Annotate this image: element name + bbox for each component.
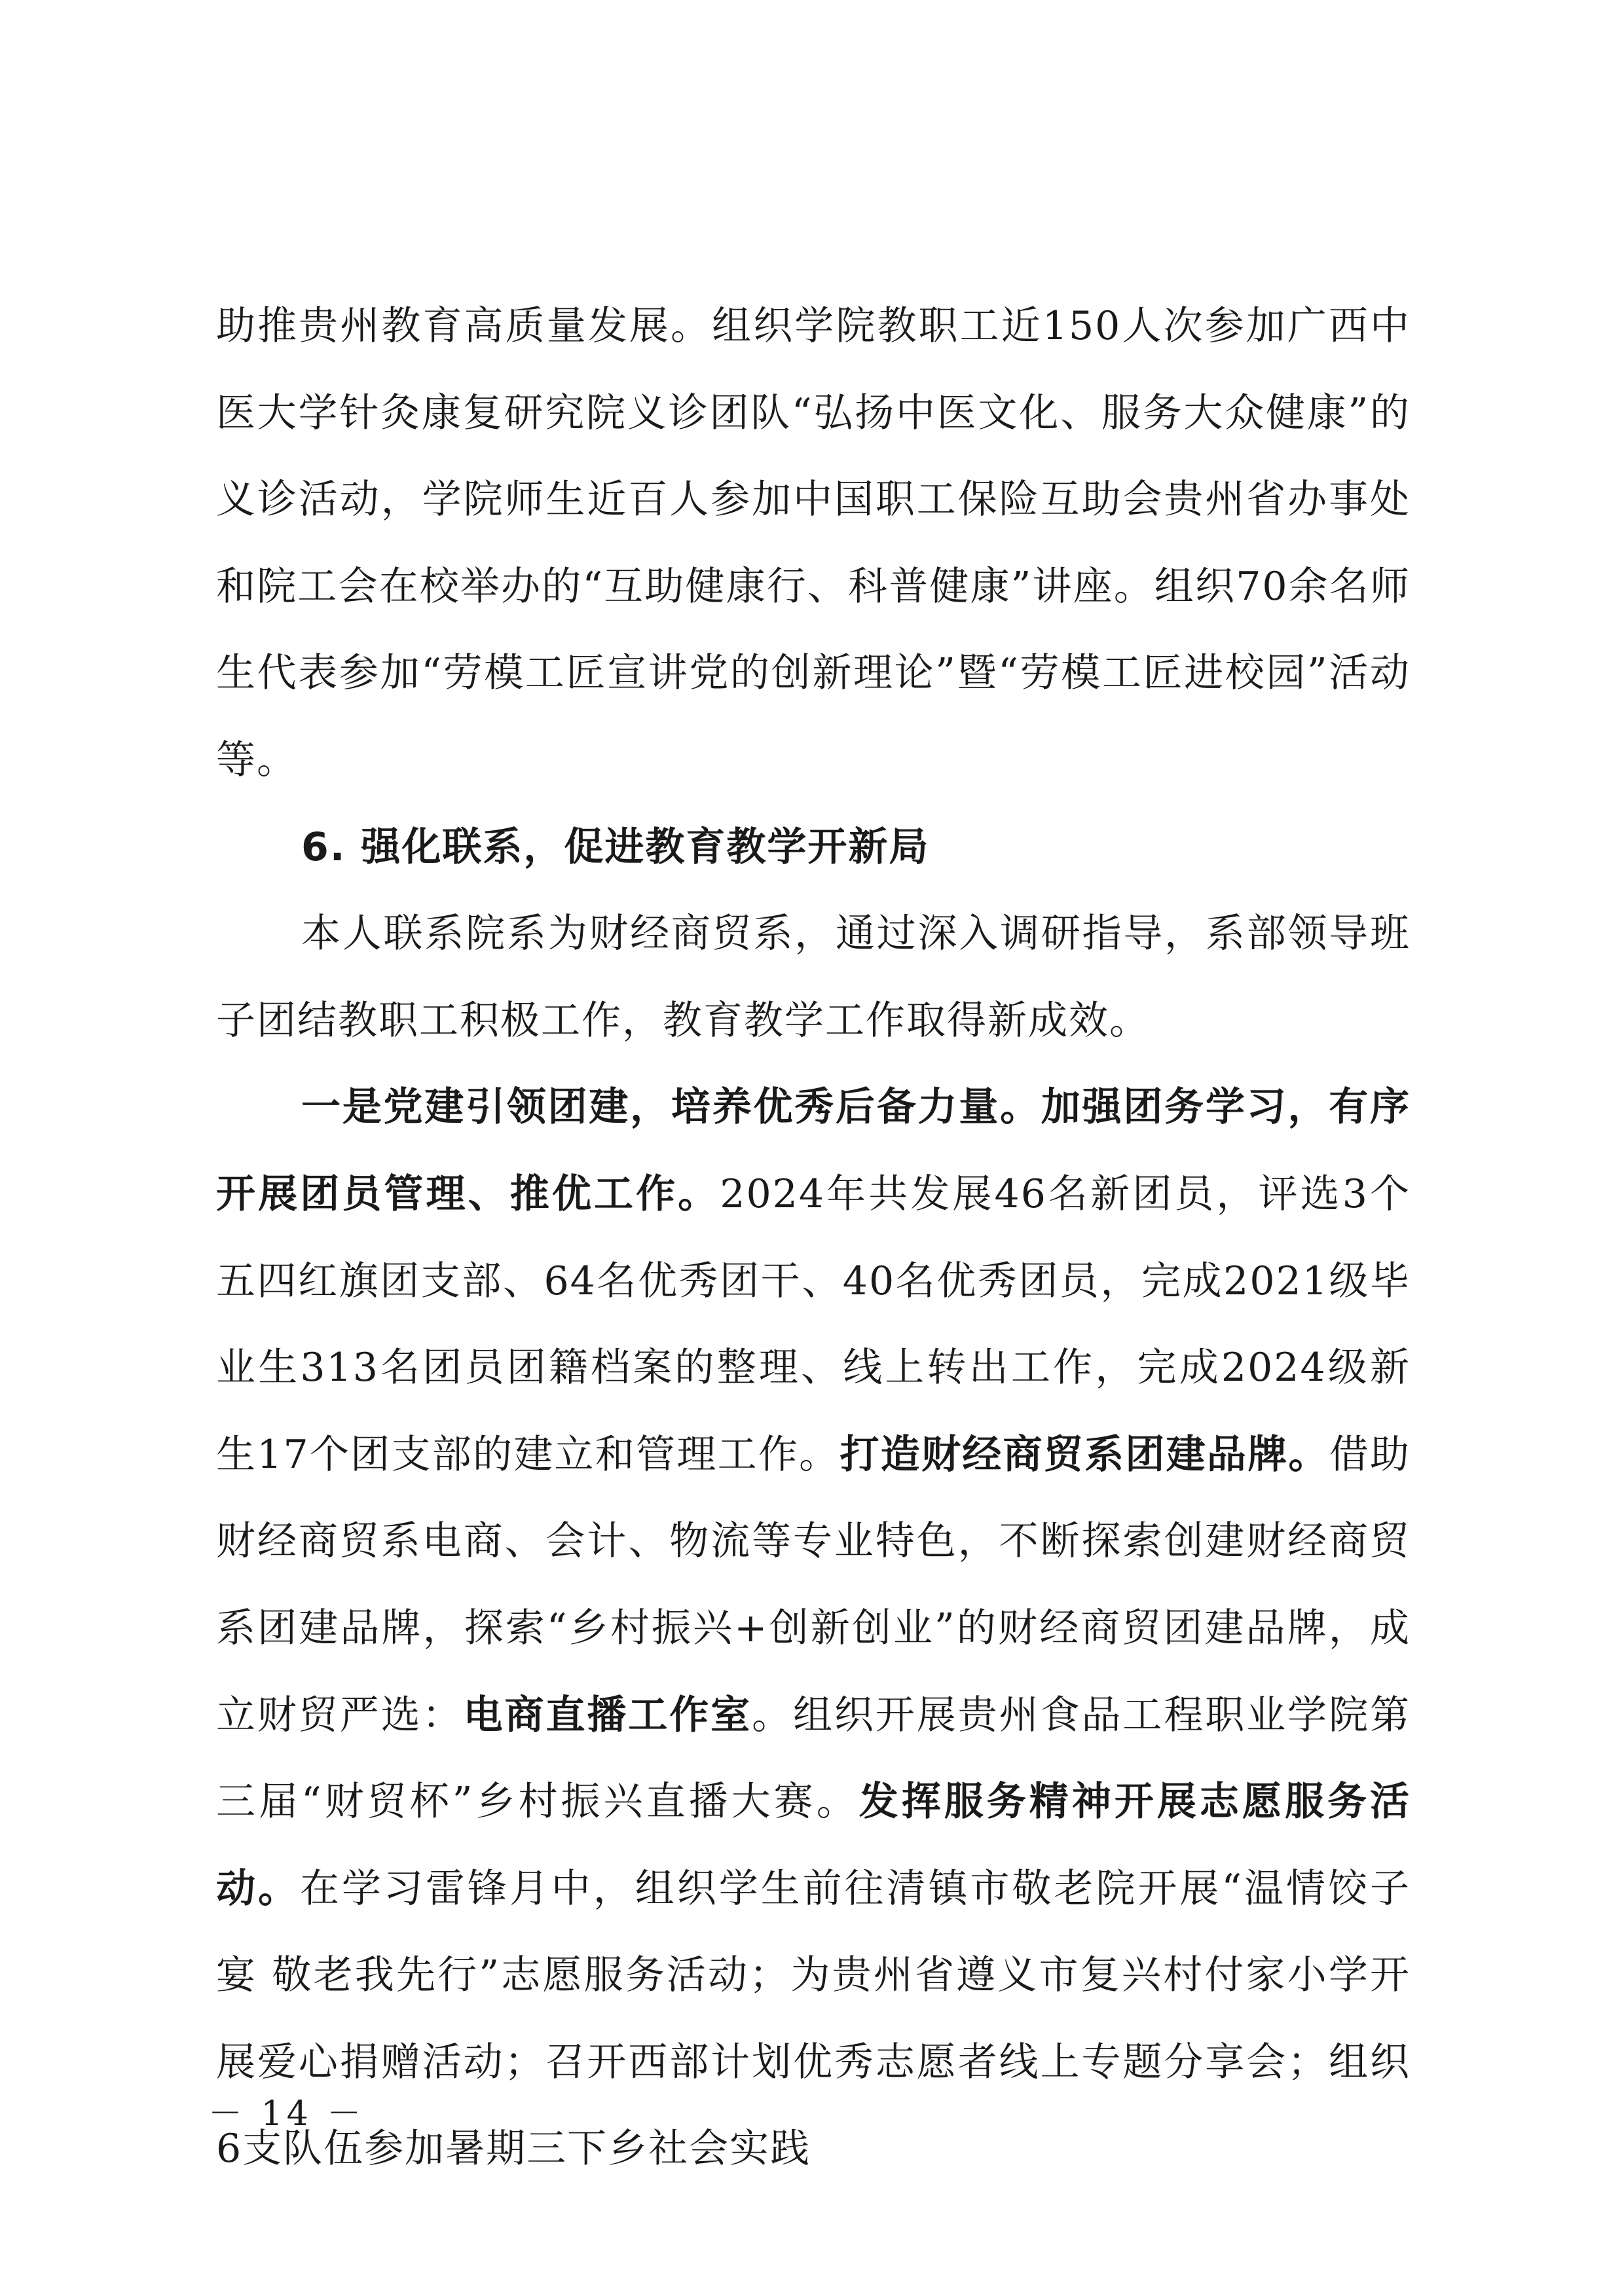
text-brand: 借助财经商贸系电商、会计、物流等专业特色，不断探索创建财经商贸系团建品牌，探索“乡村振兴+创新创业”的财经商贸团建品牌，成立财贸严选： bbox=[216, 1431, 1411, 1738]
bold-lead-brand: 打造财经商贸系团建品牌。 bbox=[840, 1431, 1329, 1478]
paragraph-continuation: 助推贵州教育高质量发展。组织学院教职工近150人次参加广西中医大学针灸康复研究院义诊团队“弘扬中医文化、服务大众健康”的义诊活动，学院师生近百人参加中国职工保险互助会贵州省办事处和院工会在校举办的“互助健康行、科普健康”讲座。组织70余名师生代表参加“劳模工匠宣讲党的创新理论”暨“劳模工匠进校园”活动等。 bbox=[216, 303, 1411, 783]
paragraph-liaison: 本人联系院系为财经商贸系，通过深入调研指导，系部领导班子团结教职工积极工作，教育教学工作取得新成效。 bbox=[216, 911, 1411, 1044]
section-heading-6: 6. 强化联系，促进教育教学开新局 bbox=[301, 824, 930, 870]
page-number: － 14 － bbox=[208, 2094, 365, 2134]
paragraph-party-building bbox=[216, 1064, 1411, 2193]
bold-lead-party-building: 一是党建引领团建，培养优秀后备力量。加强团务学习，有序开展团员管理、推优工作。 bbox=[216, 1084, 1411, 1217]
bold-lead-volunteer: 发挥服务精神开展志愿服务活动。 bbox=[216, 1779, 1411, 1912]
text-contest: 。组织开展贵州食品工程职业学院第三届“财贸杯”乡村振兴直播大赛。 bbox=[216, 1692, 1411, 1825]
body-text bbox=[216, 283, 1411, 2193]
text-league-stats: 2024年共发展46名新团员，评选3个五四红旗团支部、64名优秀团干、40名优秀团员，完成2021级毕业生313名团员团籍档案的整理、线上转出工作，完成2024级新生17个团支部的建立和管理工作。 bbox=[216, 1171, 1411, 1478]
text-volunteer: 在学习雷锋月中，组织学生前往清镇市敬老院开展“温情饺子宴 敬老我先行”志愿服务活动；为贵州省遵义市复兴村付家小学开展爱心捐赠活动；召开西部计划优秀志愿者线上专题分享会；组织6支队伍参加暑期三下乡社会实践 bbox=[216, 1865, 1411, 2172]
bold-live-studio: 电商直播工作室 bbox=[463, 1692, 752, 1738]
